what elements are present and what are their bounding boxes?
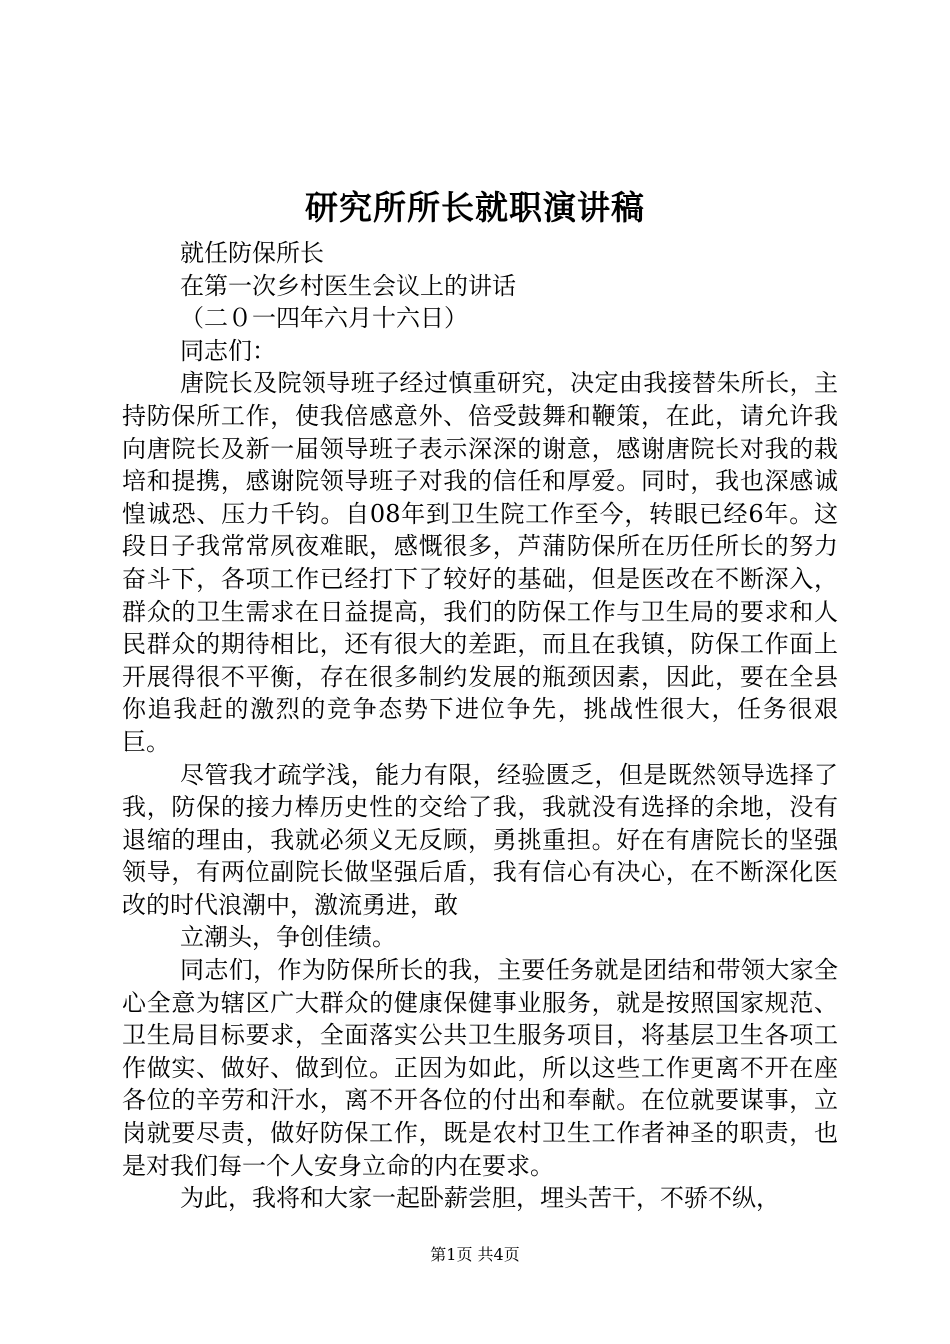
page-number-footer: 第1页 共4页 [430, 1245, 520, 1264]
body-paragraph: 尽管我才疏学浅，能力有限，经验匮乏，但是既然领导选择了我，防保的接力棒历史性的交给了我，我就没有选择的余地，没有退缩的理由，我就必须义无反顾，勇挑重担。好在有唐院长的坚强领导，有两位副院长做坚强后盾，我有信心有决心，在不断深化医改的时代浪潮中，激流勇进，敢 [122, 760, 838, 919]
body-paragraph: 唐院长及院领导班子经过慎重研究，决定由我接替朱所长，主持防保所工作，使我倍感意外、倍受鼓舞和鞭策，在此，请允许我向唐院长及新一届领导班子表示深深的谢意，感谢唐院长对我的栽培和提携，感谢院领导班子对我的信任和厚爱。同时，我也深感诚惶诚恐、压力千钧。自08年到卫生院工作至今，转眼已经6年。这段日子我常常夙夜难眠，感慨很多，芦蒲防保所在历任所长的努力奋斗下，各项工作已经打下了较好的基础，但是医改在不断深入，群众的卫生需求在日益提高，我们的防保工作与卫生局的要求和人民群众的期待相比，还有很大的差距，而且在我镇，防保工作面上开展得很不平衡，存在很多制约发展的瓶颈因素，因此，要在全县你追我赶的激烈的竞争态势下进位争先，挑战性很大，任务很艰巨。 [122, 369, 838, 756]
document-title: 研究所所长就职演讲稿 [305, 188, 645, 227]
header-line-date: （二０一四年六月十六日） [180, 304, 468, 333]
body-paragraph: 立潮头，争创佳绩。 [180, 923, 396, 952]
document-body [122, 237, 838, 1215]
header-line-subtitle: 就任防保所长 [180, 239, 324, 267]
body-paragraph: 同志们，作为防保所长的我，主要任务就是团结和带领大家全心全意为辖区广大群众的健康保健事业服务，就是按照国家规范、卫生局目标要求，全面落实公共卫生服务项目，将基层卫生各项工作做实、做好、做到位。正因为如此，所以这些工作更离不开在座各位的辛劳和汗水，离不开各位的付出和奉献。在位就要谋事，立岗就要尽责，做好防保工作，既是农村卫生工作者神圣的职责，也是对我们每一个人安身立命的内在要求。 [122, 956, 838, 1180]
header-line-occasion: 在第一次乡村医生会议上的讲话 [180, 271, 516, 300]
header-line-salutation: 同志们： [180, 336, 276, 365]
body-paragraph: 为此，我将和大家一起卧薪尝胆，埋头苦干，不骄不纵， [180, 1184, 780, 1213]
